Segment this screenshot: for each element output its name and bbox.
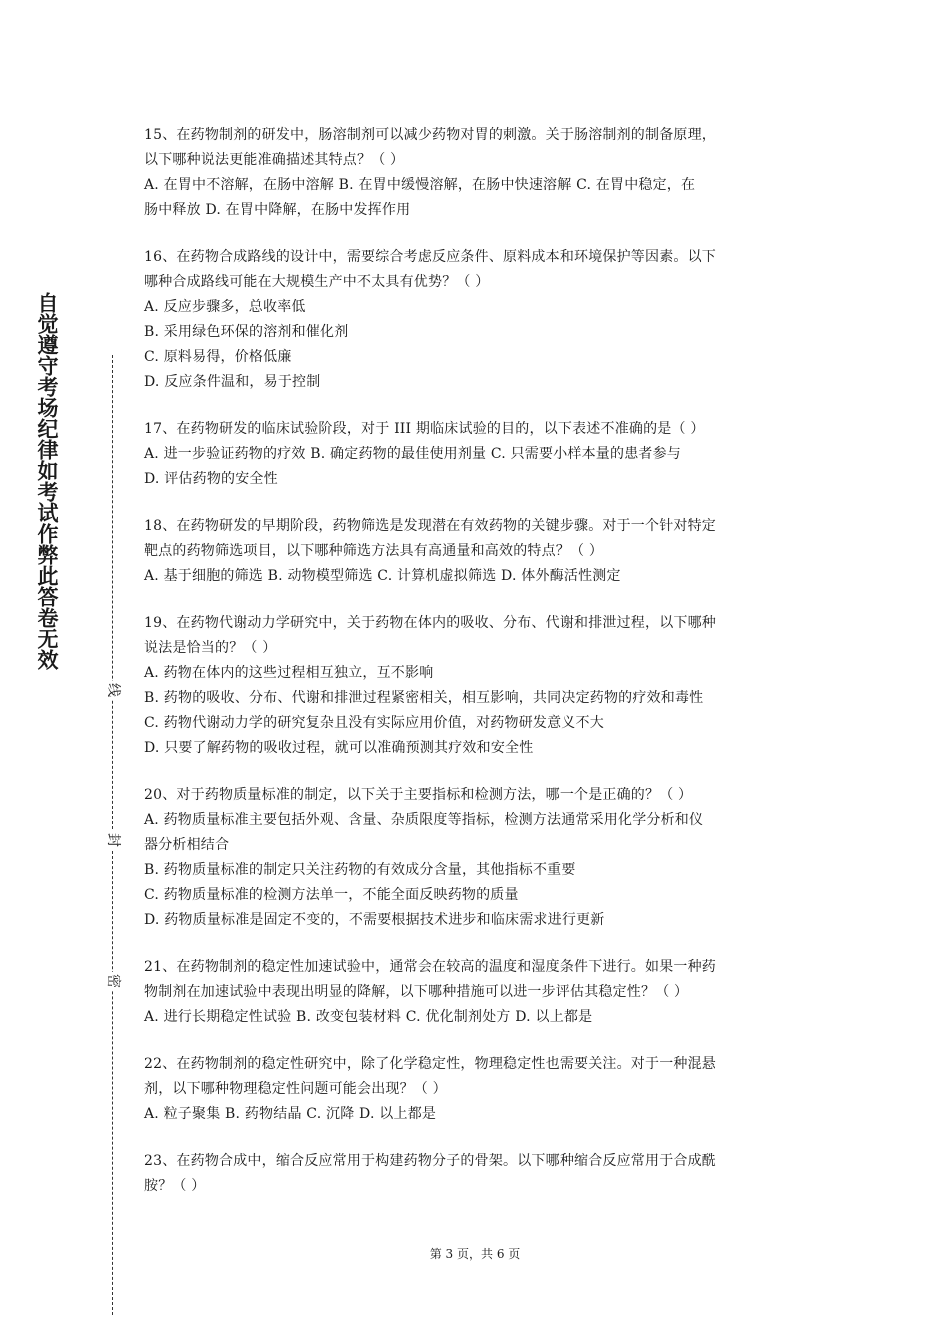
option-b: B. 药物的吸收、分布、代谢和排泄过程紧密相关，相互影响，共同决定药物的疗效和毒性	[144, 690, 704, 706]
question-line: 说法是恰当的？（ ）	[144, 640, 277, 656]
question-20	[144, 783, 808, 933]
question-list	[144, 123, 808, 1221]
question-line: 15、在药物制剂的研发中，肠溶制剂可以减少药物对胃的刺激。关于肠溶制剂的制备原理，	[144, 127, 717, 143]
option-c: C. 药物代谢动力学的研究复杂且没有实际应用价值，对药物研发意义不大	[144, 715, 604, 731]
question-18	[144, 514, 808, 589]
question-19	[144, 611, 808, 761]
question-line: 19、在药物代谢动力学研究中，关于药物在体内的吸收、分布、代谢和排泄过程，以下哪种	[144, 615, 717, 631]
seal-mark-secret: 密	[105, 974, 121, 988]
option-b: B. 药物质量标准的制定只关注药物的有效成分含量，其他指标不重要	[144, 862, 576, 878]
question-options: 肠中释放 D. 在胃中降解，在肠中发挥作用	[144, 202, 411, 218]
question-line: 23、在药物合成中，缩合反应常用于构建药物分子的骨架。以下哪种缩合反应常用于合成酰	[144, 1153, 717, 1169]
question-line: 剂，以下哪种物理稳定性问题可能会出现？（ ）	[144, 1081, 447, 1097]
question-21	[144, 955, 808, 1030]
question-line: 胺？（ ）	[144, 1178, 206, 1194]
option-a: A. 反应步骤多，总收率低	[144, 299, 306, 315]
question-line: 22、在药物制剂的稳定性研究中，除了化学稳定性，物理稳定性也需要关注。对于一种混悬	[144, 1056, 717, 1072]
question-line: 17、在药物研发的临床试验阶段，对于 III 期临床试验的目的，以下表述不准确的是（ ）	[144, 421, 705, 437]
question-22	[144, 1052, 808, 1127]
question-line: 靶点的药物筛选项目，以下哪种筛选方法具有高通量和高效的特点？（ ）	[144, 543, 604, 559]
question-17	[144, 417, 808, 492]
question-line: 20、对于药物质量标准的制定，以下关于主要指标和检测方法，哪一个是正确的？（ ）	[144, 787, 693, 803]
seal-mark-line: 线	[105, 683, 121, 697]
seal-mark-seal: 封	[105, 833, 121, 847]
page-number: 第 3 页，共 6 页	[429, 1247, 521, 1261]
option-a: A. 药物质量标准主要包括外观、含量、杂质限度等指标，检测方法通常采用化学分析和仪	[144, 812, 704, 828]
question-line: 21、在药物制剂的稳定性加速试验中，通常会在较高的温度和湿度条件下进行。如果一种药	[144, 959, 717, 975]
question-15	[144, 123, 808, 223]
option-c: C. 药物质量标准的检测方法单一，不能全面反映药物的质量	[144, 887, 519, 903]
option-d: D. 只要了解药物的吸收过程，就可以准确预测其疗效和安全性	[144, 740, 534, 756]
exam-discipline-warning: 自觉遵守考场纪律如考试作弊此答卷无效	[35, 292, 59, 670]
question-options: A. 进一步验证药物的疗效 B. 确定药物的最佳使用剂量 C. 只需要小样本量的患者参与	[144, 446, 682, 462]
option-b: B. 采用绿色环保的溶剂和催化剂	[144, 324, 349, 340]
question-options: A. 基于细胞的筛选 B. 动物模型筛选 C. 计算机虚拟筛选 D. 体外酶活性测定	[144, 568, 621, 584]
question-line: 物制剂在加速试验中表现出明显的降解，以下哪种措施可以进一步评估其稳定性？（ ）	[144, 984, 689, 1000]
question-line: 16、在药物合成路线的设计中，需要综合考虑反应条件、原料成本和环境保护等因素。以下	[144, 249, 717, 265]
question-line: 以下哪种说法更能准确描述其特点？（ ）	[144, 152, 405, 168]
question-options: D. 评估药物的安全性	[144, 471, 278, 487]
question-line: 哪种合成路线可能在大规模生产中不太具有优势？（ ）	[144, 274, 490, 290]
option-a-continued: 器分析相结合	[144, 837, 230, 853]
question-line: 18、在药物研发的早期阶段，药物筛选是发现潜在有效药物的关键步骤。对于一个针对特定	[144, 518, 717, 534]
option-d: D. 反应条件温和，易于控制	[144, 374, 321, 390]
question-16	[144, 245, 808, 395]
option-c: C. 原料易得，价格低廉	[144, 349, 292, 365]
question-options: A. 进行长期稳定性试验 B. 改变包装材料 C. 优化制剂处方 D. 以上都是	[144, 1009, 593, 1025]
option-a: A. 药物在体内的这些过程相互独立，互不影响	[144, 665, 434, 681]
question-23	[144, 1149, 808, 1199]
question-options: A. 在胃中不溶解，在肠中溶解 B. 在胃中缓慢溶解，在肠中快速溶解 C. 在胃中稳定，在	[144, 177, 696, 193]
option-d: D. 药物质量标准是固定不变的，不需要根据技术进步和临床需求进行更新	[144, 912, 605, 928]
question-options: A. 粒子聚集 B. 药物结晶 C. 沉降 D. 以上都是	[144, 1106, 437, 1122]
